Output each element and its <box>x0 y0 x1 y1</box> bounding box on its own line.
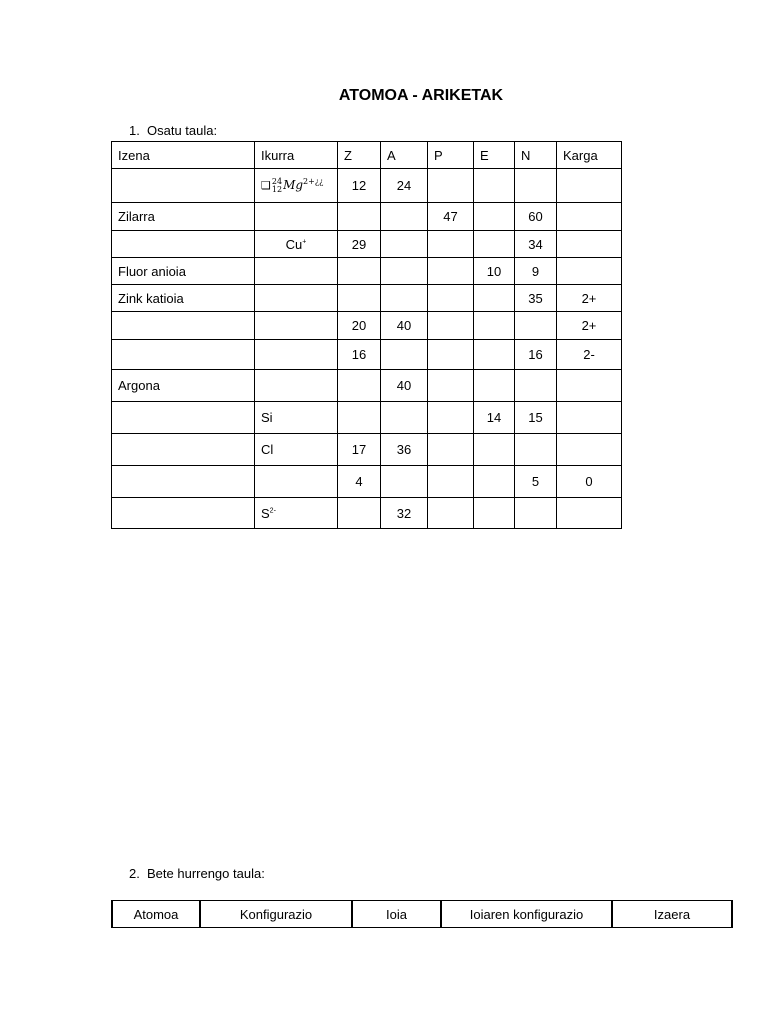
cell-izena[interactable] <box>112 434 255 466</box>
cell-karga[interactable]: 2+ <box>557 285 622 312</box>
table-row <box>112 169 622 203</box>
cell-izena[interactable] <box>112 498 255 529</box>
cell-a[interactable]: 32 <box>381 498 428 529</box>
cell-z[interactable]: 12 <box>338 169 381 203</box>
cell-e[interactable]: 14 <box>474 402 515 434</box>
table-row <box>112 285 622 312</box>
copper-symbol: Cu <box>285 236 303 252</box>
nuclide-numbers: 24 12 <box>271 176 283 194</box>
cell-n[interactable] <box>515 434 557 466</box>
page-title: ATOMOA - ARIKETAK <box>338 87 504 104</box>
cell-p[interactable]: 47 <box>428 203 474 231</box>
cell-p[interactable] <box>428 466 474 498</box>
cell-z[interactable]: 4 <box>338 466 381 498</box>
cell-izena[interactable]: Zink katioia <box>112 285 255 312</box>
cell-karga[interactable] <box>557 203 622 231</box>
table-header-row <box>112 901 732 928</box>
cell-ikurra <box>255 231 338 258</box>
table-row <box>112 434 622 466</box>
cell-izena[interactable] <box>112 402 255 434</box>
header-n: N <box>515 142 557 169</box>
element-symbol: Mg <box>283 178 304 193</box>
table-row <box>112 466 622 498</box>
sulfur-symbol: S <box>261 505 270 521</box>
cell-n[interactable]: 15 <box>515 402 557 434</box>
cell-ikurra[interactable] <box>255 258 338 285</box>
question-2-number: 2. <box>129 866 140 881</box>
cell-a[interactable] <box>381 466 428 498</box>
cell-a[interactable] <box>381 231 428 258</box>
cell-z[interactable] <box>338 498 381 529</box>
cell-a[interactable] <box>381 402 428 434</box>
cell-p[interactable] <box>428 370 474 402</box>
header-ioiaren-konfigurazio: Ioiaren konfigurazio <box>441 901 612 928</box>
cell-a[interactable] <box>381 340 428 370</box>
cell-n[interactable]: 34 <box>515 231 557 258</box>
cell-ikurra[interactable]: Si <box>255 402 338 434</box>
cell-ikurra[interactable]: Cl <box>255 434 338 466</box>
cell-z[interactable] <box>338 285 381 312</box>
cell-a[interactable]: 24 <box>381 169 428 203</box>
table-row <box>112 258 622 285</box>
cell-ikurra[interactable] <box>255 285 338 312</box>
cell-z[interactable] <box>338 402 381 434</box>
cell-karga[interactable] <box>557 169 622 203</box>
cell-n[interactable] <box>515 370 557 402</box>
cell-n[interactable] <box>515 498 557 529</box>
question-1-number: 1. <box>129 123 140 138</box>
cell-p[interactable] <box>428 312 474 340</box>
header-a: A <box>381 142 428 169</box>
cell-karga[interactable] <box>557 231 622 258</box>
cell-karga[interactable] <box>557 402 622 434</box>
header-p: P <box>428 142 474 169</box>
header-izena: Izena <box>112 142 255 169</box>
cell-karga[interactable]: 0 <box>557 466 622 498</box>
cell-e[interactable] <box>474 231 515 258</box>
cell-e[interactable] <box>474 466 515 498</box>
cell-e[interactable] <box>474 498 515 529</box>
question-2 <box>129 866 265 881</box>
question-1-text: Osatu taula: <box>147 123 218 138</box>
cell-a[interactable] <box>381 258 428 285</box>
copper-charge: + <box>302 238 307 246</box>
cell-n[interactable]: 35 <box>515 285 557 312</box>
cell-izena[interactable] <box>112 312 255 340</box>
cell-a[interactable] <box>381 203 428 231</box>
cell-p[interactable] <box>428 340 474 370</box>
cell-izena[interactable]: Zilarra <box>112 203 255 231</box>
cell-izena[interactable] <box>112 466 255 498</box>
cell-izena[interactable] <box>112 169 255 203</box>
header-atomoa: Atomoa <box>112 901 200 928</box>
cell-e[interactable] <box>474 169 515 203</box>
question-2-text: Bete hurrengo taula: <box>147 866 265 881</box>
cell-izena[interactable]: Argona <box>112 370 255 402</box>
configuration-table <box>111 900 733 928</box>
cell-n[interactable]: 16 <box>515 340 557 370</box>
cell-ikurra[interactable] <box>255 370 338 402</box>
cell-z[interactable]: 16 <box>338 340 381 370</box>
cell-e[interactable]: 10 <box>474 258 515 285</box>
cell-ikurra[interactable] <box>255 466 338 498</box>
cell-z[interactable] <box>338 370 381 402</box>
cell-p[interactable] <box>428 434 474 466</box>
cell-ikurra <box>255 169 338 203</box>
cell-p[interactable] <box>428 169 474 203</box>
cell-p[interactable] <box>428 285 474 312</box>
cell-z[interactable]: 20 <box>338 312 381 340</box>
cell-izena[interactable]: Fluor anioia <box>112 258 255 285</box>
cell-karga[interactable] <box>557 498 622 529</box>
cell-n[interactable] <box>515 312 557 340</box>
magnesium-ion-symbol <box>261 178 323 192</box>
cell-izena[interactable] <box>112 231 255 258</box>
cell-e[interactable] <box>474 370 515 402</box>
cell-ikurra[interactable] <box>255 203 338 231</box>
header-karga: Karga <box>557 142 622 169</box>
cell-z[interactable] <box>338 258 381 285</box>
table-row <box>112 402 622 434</box>
cell-e[interactable] <box>474 340 515 370</box>
header-z: Z <box>338 142 381 169</box>
cell-z[interactable]: 17 <box>338 434 381 466</box>
cell-karga[interactable] <box>557 370 622 402</box>
header-ikurra: Ikurra <box>255 142 338 169</box>
cell-n[interactable]: 5 <box>515 466 557 498</box>
table-row <box>112 231 622 258</box>
table-row <box>112 370 622 402</box>
table-row <box>112 312 622 340</box>
cell-karga[interactable]: 2- <box>557 340 622 370</box>
cell-z[interactable]: 29 <box>338 231 381 258</box>
cell-n[interactable] <box>515 169 557 203</box>
table-row <box>112 498 622 529</box>
header-izaera: Izaera <box>612 901 732 928</box>
cell-izena[interactable] <box>112 340 255 370</box>
cell-e[interactable] <box>474 285 515 312</box>
cell-p[interactable] <box>428 402 474 434</box>
cell-a[interactable] <box>381 285 428 312</box>
header-e: E <box>474 142 515 169</box>
ion-charge: 2+¿¿ <box>303 177 324 187</box>
table-row <box>112 340 622 370</box>
placeholder-box-icon: ❑ <box>261 179 271 193</box>
cell-ikurra[interactable] <box>255 340 338 370</box>
cell-ikurra[interactable] <box>255 312 338 340</box>
table-header-row <box>112 142 622 169</box>
ions-table <box>111 141 622 529</box>
cell-n[interactable]: 60 <box>515 203 557 231</box>
cell-e[interactable] <box>474 434 515 466</box>
table-row <box>112 203 622 231</box>
cell-karga[interactable] <box>557 434 622 466</box>
cell-a[interactable]: 36 <box>381 434 428 466</box>
cell-n[interactable]: 9 <box>515 258 557 285</box>
cell-karga[interactable]: 2+ <box>557 312 622 340</box>
question-1 <box>129 123 217 138</box>
cell-e[interactable] <box>474 312 515 340</box>
sulfur-charge: 2- <box>269 507 276 515</box>
cell-z[interactable] <box>338 203 381 231</box>
cell-karga[interactable] <box>557 258 622 285</box>
cell-a[interactable]: 40 <box>381 370 428 402</box>
cell-e[interactable] <box>474 203 515 231</box>
header-ioia: Ioia <box>352 901 441 928</box>
cell-a[interactable]: 40 <box>381 312 428 340</box>
cell-p[interactable] <box>428 258 474 285</box>
cell-p[interactable] <box>428 231 474 258</box>
cell-ikurra <box>255 498 338 529</box>
header-konfigurazio: Konfigurazio <box>200 901 352 928</box>
cell-p[interactable] <box>428 498 474 529</box>
